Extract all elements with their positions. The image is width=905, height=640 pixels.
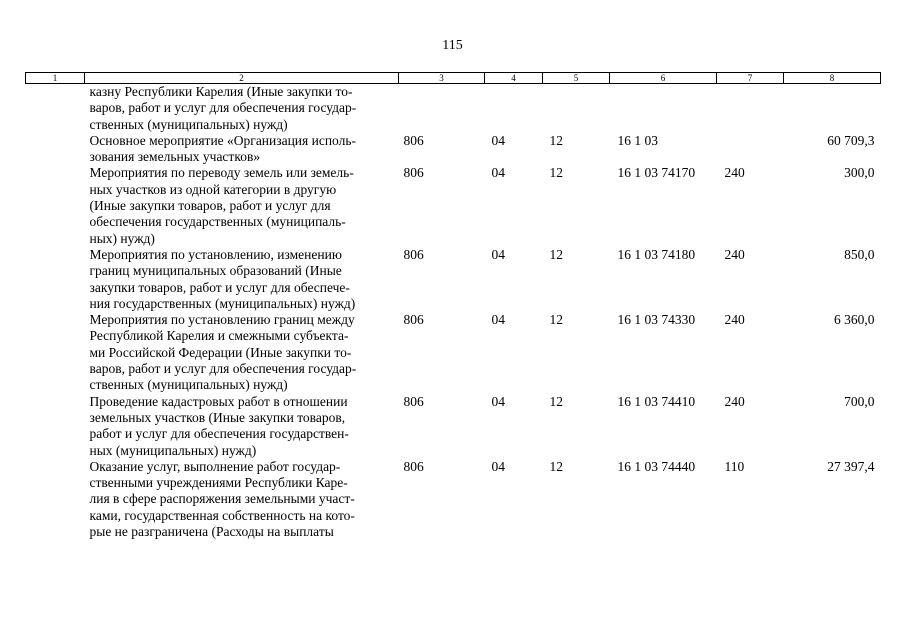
expense-type-code: 110: [724, 458, 745, 474]
section-code: 04: [491, 458, 505, 474]
description-line: Оказание услуг, выполнение работ государ-: [89, 458, 341, 474]
expense-description: [85, 84, 399, 133]
budget-table: [25, 72, 881, 540]
column-number-4: 4: [485, 73, 543, 84]
expense-type-code: 240: [724, 246, 745, 262]
row-number-cell: [26, 459, 85, 540]
description-line: ственных (муниципальных) нужд): [89, 116, 288, 132]
header-row: [26, 73, 881, 84]
description-line: варов, работ и услуг для обеспечения государ-: [89, 100, 357, 116]
section-code: 04: [491, 132, 505, 148]
target-article-code: 16 1 03 74440: [617, 458, 696, 474]
description-line: рые не разграничена (Расходы на выплаты: [89, 524, 334, 540]
section-code: [485, 84, 543, 133]
expense-description: [85, 394, 399, 459]
description-line: ных участков из одной категории в другую: [89, 181, 337, 197]
section-code: 04: [491, 312, 505, 328]
amount-value: 300,0: [844, 165, 875, 181]
expense-type-code: [717, 84, 784, 133]
description-line: ми Российской Федерации (Иные закупки то-: [89, 344, 352, 360]
subsection-code: 12: [549, 165, 563, 181]
ministry-code: 806: [403, 458, 424, 474]
row-number-cell: [26, 133, 85, 166]
target-article-code: 16 1 03 74170: [617, 165, 696, 181]
subsection-code: 12: [549, 246, 563, 262]
description-line: Республикой Карелия и смежными субъекта-: [89, 328, 349, 344]
column-number-2: 2: [85, 73, 399, 84]
ministry-code: 806: [403, 393, 424, 409]
amount-value: 6 360,0: [834, 312, 875, 328]
description-line: казну Республики Карелия (Иные закупки то-: [89, 84, 353, 99]
amount-value: 27 397,4: [827, 458, 875, 474]
table-row: [26, 247, 881, 312]
column-number-1: 1: [26, 73, 85, 84]
description-line: Мероприятия по установлению границ между: [89, 312, 355, 328]
expense-type-code: 240: [724, 393, 745, 409]
expense-description: [85, 312, 399, 393]
description-line: Мероприятия по переводу земель или земель-: [89, 165, 354, 181]
ministry-code: 806: [403, 312, 424, 328]
target-article-code: 16 1 03 74330: [617, 312, 696, 328]
description-line: земельных участков (Иные закупки товаров,: [89, 409, 346, 425]
table-row: [26, 133, 881, 166]
description-line: варов, работ и услуг для обеспечения государ-: [89, 361, 357, 377]
table-row: [26, 312, 881, 393]
description-line: ками, государственная собственность на кото-: [89, 507, 355, 523]
target-article-code: 16 1 03: [617, 132, 658, 148]
description-line: ния государственных (муниципальных) нужд): [89, 295, 356, 311]
section-code: 04: [491, 393, 505, 409]
target-article-code: 16 1 03 74410: [617, 393, 696, 409]
expense-description: [85, 165, 399, 246]
amount-value: 700,0: [844, 393, 875, 409]
description-line: Проведение кадастровых работ в отношении: [89, 393, 348, 409]
subsection-code: 12: [549, 132, 563, 148]
column-number-7: 7: [717, 73, 784, 84]
expense-type-code: 240: [724, 312, 745, 328]
ministry-code: 806: [403, 132, 424, 148]
row-number-cell: [26, 247, 85, 312]
description-line: ных (муниципальных) нужд): [89, 442, 257, 458]
table-row: [26, 84, 881, 133]
description-line: обеспечения государственных (муниципаль-: [89, 214, 346, 230]
description-line: ственными учреждениями Республики Каре-: [89, 475, 348, 491]
column-number-8: 8: [784, 73, 881, 84]
table-body: [26, 84, 881, 541]
ministry-code: 806: [403, 165, 424, 181]
description-line: Мероприятия по установлению, изменению: [89, 246, 342, 262]
page-number: 115: [442, 38, 463, 53]
expense-type-code: [717, 133, 784, 166]
ministry-code: [399, 84, 485, 133]
section-code: 04: [491, 246, 505, 262]
target-article-code: [610, 84, 717, 133]
target-article-code: 16 1 03 74180: [617, 246, 696, 262]
subsection-code: 12: [549, 312, 563, 328]
table-row: [26, 459, 881, 540]
description-line: (Иные закупки товаров, работ и услуг для: [89, 198, 331, 214]
description-line: закупки товаров, работ и услуг для обеспече-: [89, 279, 350, 295]
description-line: зования земельных участков»: [89, 149, 261, 165]
section-code: 04: [491, 165, 505, 181]
description-line: ственных (муниципальных) нужд): [89, 377, 288, 393]
subsection-code: 12: [549, 393, 563, 409]
description-line: лия в сфере распоряжения земельными участ-: [89, 491, 355, 507]
description-line: работ и услуг для обеспечения государствен-: [89, 426, 349, 442]
description-line: границ муниципальных образований (Иные: [89, 263, 342, 279]
column-number-5: 5: [543, 73, 610, 84]
expense-description: [85, 133, 399, 166]
amount-value: 60 709,3: [827, 132, 875, 148]
table-row: [26, 165, 881, 246]
row-number-cell: [26, 165, 85, 246]
expense-description: [85, 247, 399, 312]
row-number-cell: [26, 312, 85, 393]
column-number-3: 3: [399, 73, 485, 84]
description-line: Основное мероприятие «Организация исполь-: [89, 132, 357, 148]
amount-value: 850,0: [844, 246, 875, 262]
column-number-6: 6: [610, 73, 717, 84]
expense-description: [85, 459, 399, 540]
ministry-code: 806: [403, 246, 424, 262]
description-line: ных) нужд): [89, 230, 155, 246]
table-header: [26, 73, 881, 84]
subsection-code: 12: [549, 458, 563, 474]
row-number-cell: [26, 84, 85, 133]
subsection-code: [543, 84, 610, 133]
table-row: [26, 394, 881, 459]
amount-value: [784, 84, 881, 133]
row-number-cell: [26, 394, 85, 459]
expense-type-code: 240: [724, 165, 745, 181]
